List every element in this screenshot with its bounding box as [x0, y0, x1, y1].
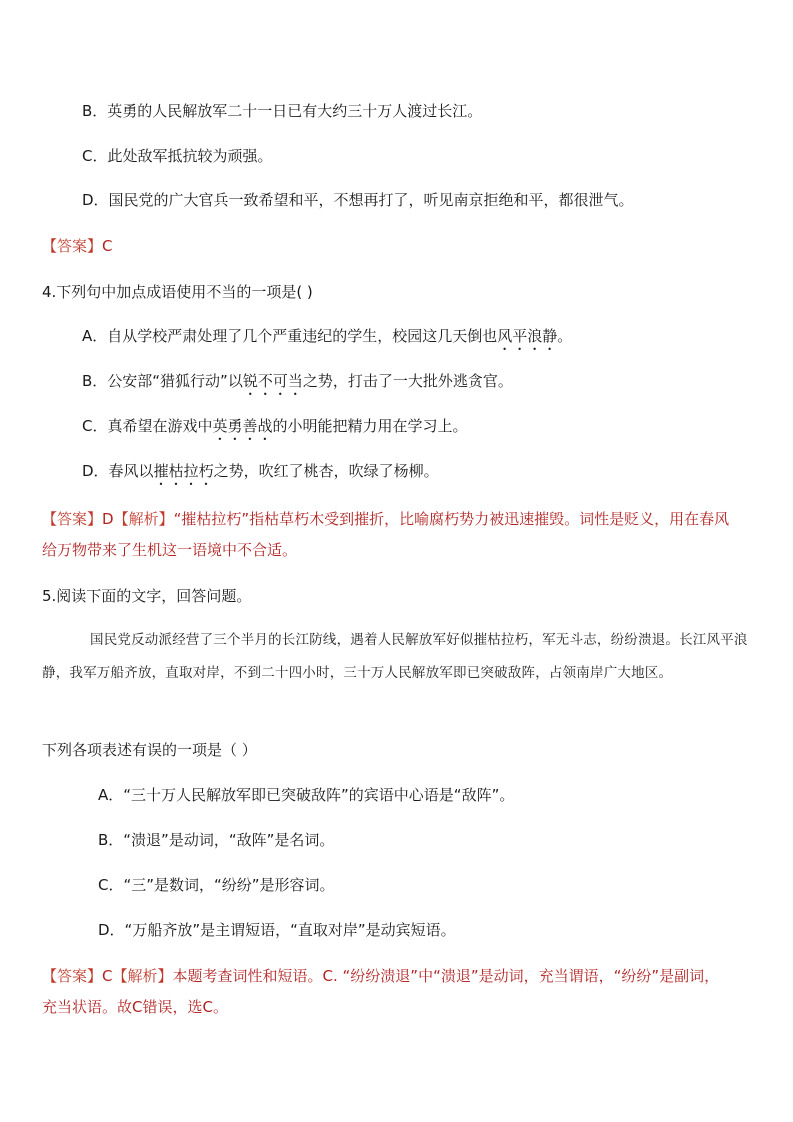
q5-analysis-line2: 充当状语。故C错误，选C。 — [42, 998, 228, 1016]
q5-answer — [42, 966, 719, 986]
q4-answer — [42, 509, 729, 529]
option-text: A．自从学校严肃处理了几个严重违纪的学生，校园这几天倒也 — [82, 327, 498, 345]
q5-question: 下列各项表述有误的一项是（ ） — [42, 741, 257, 759]
q5-stem: 5.阅读下面的文字，回答问题。 — [42, 587, 252, 605]
answer-value: C — [102, 967, 113, 985]
analysis-tag: 【解析】 — [113, 510, 174, 528]
q5-option-c: C．“三”是数词，“纷纷”是形容词。 — [98, 876, 335, 894]
option-text: D．春风以 — [82, 462, 154, 480]
dotted-idiom: 锐不可当 — [242, 372, 303, 390]
dotted-idiom: 风平浪静 — [497, 327, 558, 345]
q4-option-c — [82, 416, 468, 444]
q4-stem: 4.下列句中加点成语使用不当的一项是( ) — [42, 283, 313, 301]
q3-option-b: B．英勇的人民解放军二十一日已有大约三十万人渡过长江。 — [82, 102, 483, 120]
q3-option-d: D．国民党的广大官兵一致希望和平，不想再打了，听见南京拒绝和平，都很泄气。 — [82, 191, 634, 209]
dotted-idiom: 摧枯拉朽 — [153, 462, 214, 480]
option-text: 之势，打击了一大批外逃贪官。 — [302, 372, 513, 390]
q3-answer — [42, 236, 113, 256]
q5-option-b: B．“溃退”是动词，“敌阵”是名词。 — [98, 831, 335, 849]
option-text: C．真希望在游戏中 — [82, 417, 213, 435]
analysis-text: “摧枯拉朽”指枯草朽木受到摧折，比喻腐朽势力被迅速摧毁。词性是贬义，用在春风 — [173, 510, 730, 528]
dotted-idiom: 英勇善战 — [212, 417, 273, 435]
option-text: 的小明能把精力用在学习上。 — [272, 417, 468, 435]
answer-value: C — [102, 237, 113, 255]
analysis-tag: 【解析】 — [112, 967, 173, 985]
option-text: 之势，吹红了桃杏，吹绿了杨柳。 — [213, 462, 439, 480]
option-text: 。 — [557, 327, 573, 345]
q5-option-a: A．“三十万人民解放军即已突破敌阵”的宾语中心语是“敌阵”。 — [98, 786, 515, 804]
q4-analysis-line2: 给万物带来了生机这一语境中不合适。 — [42, 541, 298, 559]
q4-option-a — [82, 326, 572, 354]
q5-option-d: D．“万船齐放”是主谓短语，“直取对岸”是动宾短语。 — [98, 921, 456, 939]
answer-tag: 【答案】 — [42, 237, 103, 255]
q5-passage: 国民党反动派经营了三个半月的长江防线，遇着人民解放军好似摧枯拉朽，军无斗志，纷纷溃退。长江风平浪静，我军万船齐放，直取对岸，不到二十四小时，三十万人民解放军即已突破敌阵，占领南岸广大地区。 — [42, 632, 748, 681]
q3-option-c: C．此处敌军抵抗较为顽强。 — [82, 147, 273, 165]
answer-value: D — [102, 510, 114, 528]
answer-tag: 【答案】 — [42, 510, 103, 528]
analysis-text: 本题考查词性和短语。C. “纷纷溃退”中“溃退”是动词，充当谓语，“纷纷”是副词， — [172, 967, 720, 985]
answer-tag: 【答案】 — [42, 967, 103, 985]
option-text: B．公安部“猎狐行动”以 — [82, 372, 243, 390]
q4-option-d — [82, 461, 439, 489]
q4-option-b — [82, 371, 513, 399]
